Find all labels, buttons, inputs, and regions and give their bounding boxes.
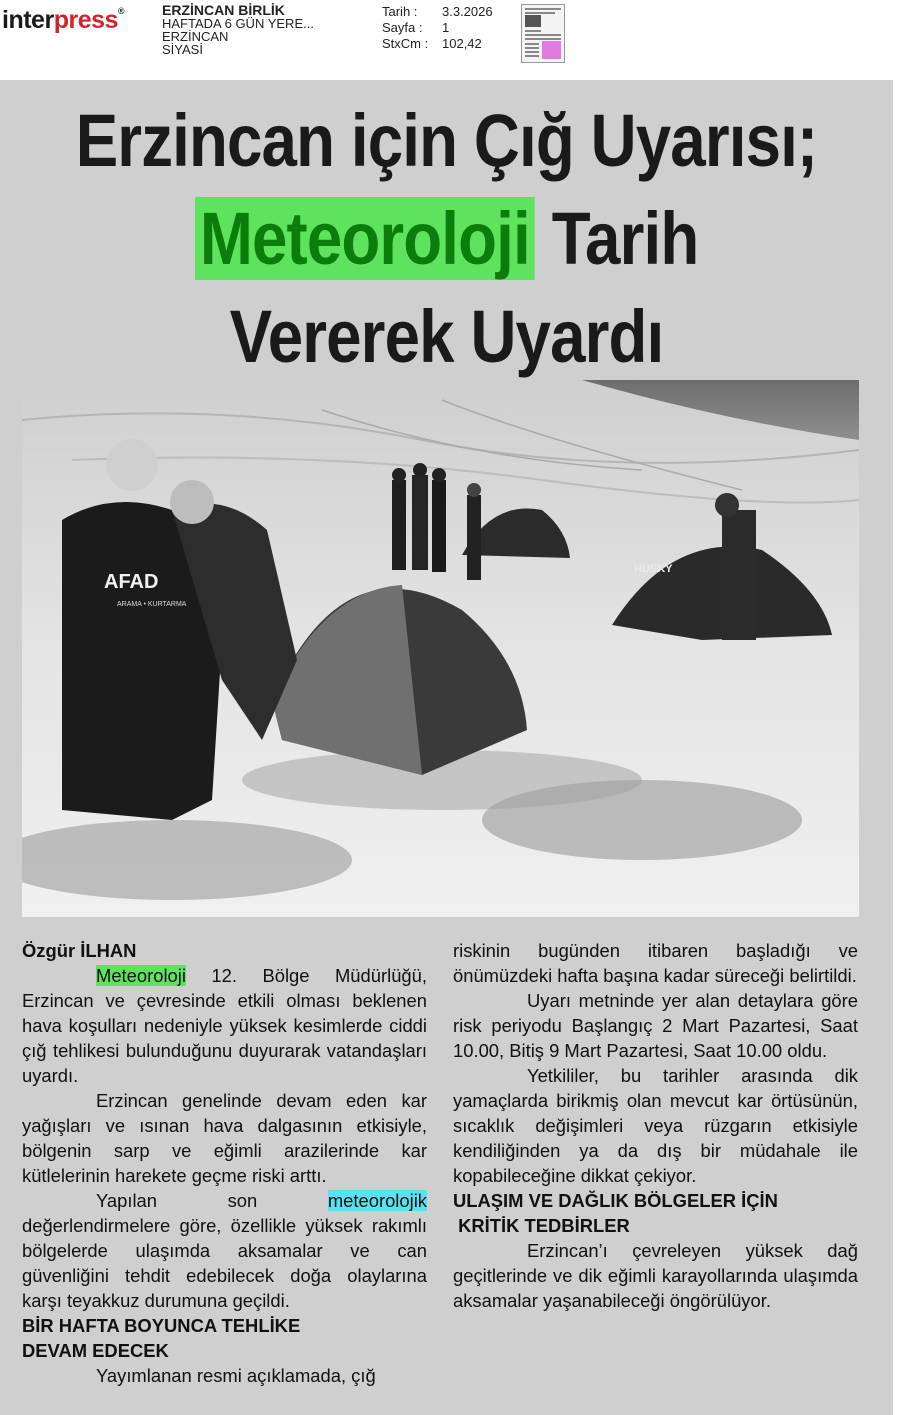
- paragraph: Erzincan’ı çevreleyen yüksek dağ geçitlerinde ve dik eğimli karayollarında ulaşımda aksamalar yaşanabileceği öngörülüyor.: [453, 1240, 858, 1311]
- meta-value: 1: [442, 20, 450, 35]
- meta-value: 3.3.2026: [442, 4, 493, 19]
- paragraph-text: değerlendirmelere göre, özellikle yüksek rakımlı bölgelerde ulaşımda aksamalar ve can güvenliğini tehdit edebilecek doğa olaylarına karşı teyakkuz durumuna geçildi.: [22, 1215, 427, 1311]
- paragraph: Yetkililer, bu tarihler arasında dik yamaçlarda birikmiş olan mevcut kar örtüsünün, sıcaklık değişimleri veya rüzgarın etkisiyle kendiliğinden ya da dış bir müdahale ile kopabileceğine dikkat çekiyor.: [453, 1065, 858, 1186]
- paragraph-text: 12. Bölge Müdürlüğü, Erzincan ve çevresinde etkili olması beklenen hava koşulları nedeniyle yüksek kesimlerde ciddi çığ tehlikesi bulunduğunu duyurarak vatandaşları uyardı.: [22, 965, 427, 1086]
- publication-name: ERZİNCAN BİRLİK: [162, 2, 285, 18]
- subheading: [453, 1188, 858, 1238]
- article-column-left: [22, 938, 427, 1388]
- paragraph: [22, 963, 427, 1088]
- paragraph: Erzincan genelinde devam eden kar yağışları ve ısınan hava dalgasının etkisiyle, bölgenin sarp ve eğimli arazilerinde kar kütlelerinin harekete geçme riski arttı.: [22, 1090, 427, 1186]
- subheading: [22, 1313, 427, 1363]
- clipping-meta: [382, 4, 493, 52]
- meta-row-size: [382, 36, 493, 52]
- thumbnail-highlight: [542, 41, 561, 59]
- meta-row-date: [382, 4, 493, 20]
- headline-line-2: [63, 190, 831, 288]
- logo-main-text: inter: [2, 6, 54, 34]
- headline: [63, 92, 831, 386]
- thumbnail-photo: [525, 15, 541, 27]
- paragraph: Yayımlanan resmi açıklamada, çığ: [96, 1365, 376, 1386]
- subheading-line: BİR HAFTA BOYUNCA TEHLİKE: [22, 1315, 301, 1336]
- meta-key: StxCm :: [382, 36, 429, 51]
- interpress-logo: [2, 6, 124, 35]
- keyword-highlight: Meteoroloji: [96, 965, 186, 986]
- page-thumbnail[interactable]: [521, 4, 565, 63]
- meta-key: Sayfa :: [382, 20, 423, 35]
- publication-category: SİYASİ: [162, 42, 203, 57]
- paragraph: [22, 1188, 427, 1313]
- tent-brand-label: HUSKY: [634, 563, 673, 575]
- author-byline: Özgür İLHAN: [22, 940, 137, 961]
- keyword-highlight: meteorolojik: [327, 1190, 427, 1211]
- paragraph: riskinin bugünden itibaren başladığı ve önümüzdeki hafta başına kadar süreceği belirtildi.: [453, 940, 858, 986]
- headline-line-1: Erzincan için Çığ Uyarısı;: [75, 99, 818, 182]
- news-clipping: [0, 80, 893, 1415]
- meta-row-page: [382, 20, 493, 36]
- paragraph: Uyarı metninde yer alan detaylara göre risk periyodu Başlangıç 2 Mart Pazartesi, Saat 10.00, Bitiş 9 Mart Pazartesi, Saat 10.00 oldu.: [453, 990, 858, 1061]
- subheading-line: ULAŞIM VE DAĞLIK BÖLGELER İÇİN: [453, 1190, 778, 1211]
- headline-keyword-highlight: Meteoroloji: [195, 197, 535, 280]
- headline-line-3: Vererek Uyardı: [229, 295, 664, 378]
- meta-value: 102,42: [442, 36, 482, 51]
- news-photo: [22, 380, 859, 917]
- article-column-right: [453, 938, 858, 1313]
- subheading-line: KRİTİK TEDBİRLER: [458, 1215, 630, 1236]
- headline-line-2-rest: Tarih: [534, 197, 699, 280]
- paragraph-text: Yapılan son: [96, 1190, 328, 1211]
- registered-mark: ®: [117, 6, 125, 16]
- afad-sub-label: ARAMA • KURTARMA: [117, 601, 187, 608]
- afad-label: AFAD: [104, 571, 159, 593]
- meta-key: Tarih :: [382, 4, 418, 19]
- publication-frequency: HAFTADA 6 GÜN YERE...: [162, 16, 314, 31]
- publication-info: [162, 4, 314, 56]
- publication-city: ERZİNCAN: [162, 29, 229, 44]
- subheading-line: DEVAM EDECEK: [22, 1340, 169, 1361]
- logo-accent-text: press: [53, 6, 118, 34]
